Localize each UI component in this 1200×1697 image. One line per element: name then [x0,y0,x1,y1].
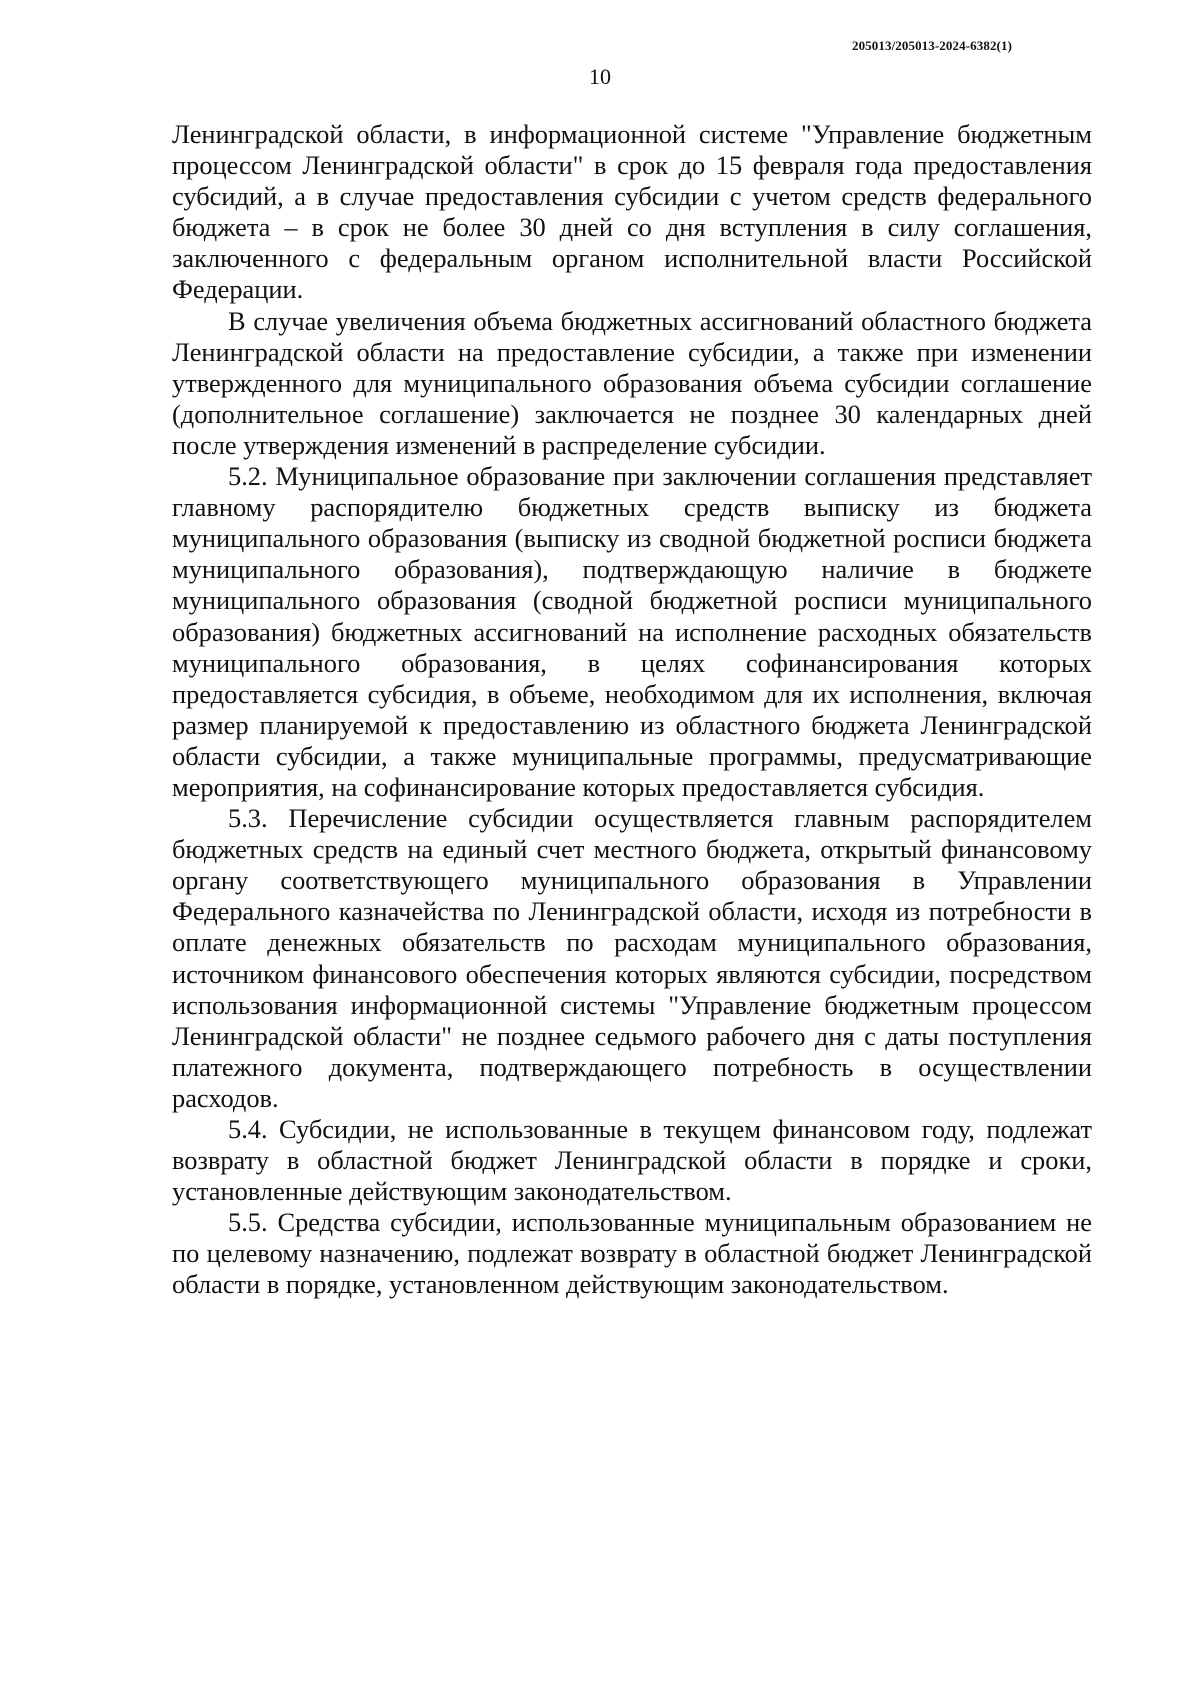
paragraph-budget-increase: В случае увеличения объема бюджетных ассигнований областного бюджета Ленинградской области на предоставление субсидии, а также при изменении утвержденного для муниципального образования объема субсидии соглашение (дополнительное соглашение) заключается не позднее 30 календарных дней после утверждения изменений в распределение субсидии. [172,305,1092,460]
paragraph-continuation: Ленинградской области, в информационной системе "Управление бюджетным процессом Ленинградской области" в срок до 15 февраля года предоставления субсидий, а в случае предоставления субсидии с учетом средств федерального бюджета – в срок не более 30 дней со дня вступления в силу соглашения, заключенного с федеральным органом исполнительной власти Российской Федерации. [172,119,1092,305]
document-registration-number: 205013/205013-2024-6382(1) [851,38,1012,53]
paragraph-5-2: 5.2. Муниципальное образование при заключении соглашения представляет главному распорядителю бюджетных средств выписку из бюджета муниципального образования (выписку из сводной бюджетной росписи бюджета муниципального образования), подтверждающую наличие в бюджете муниципального образования (сводной бюджетной росписи муниципального образования) бюджетных ассигнований на исполнение расходных обязательств муниципального образования, в целях софинансирования которых предоставляется субсидия, в объеме, необходимом для их исполнения, включая размер планируемой к предоставлению из областного бюджета Ленинградской области субсидии, а также муниципальные программы, предусматривающие мероприятия, на софинансирование которых предоставляется субсидия. [172,461,1092,802]
document-body [172,119,1092,1301]
paragraph-5-5: 5.5. Средства субсидии, использованные муниципальным образованием не по целевому назначению, подлежат возврату в областной бюджет Ленинградской области в порядке, установленном действующим законодательством. [172,1207,1092,1300]
paragraph-5-4: 5.4. Субсидии, не использованные в текущем финансовом году, подлежат возврату в областной бюджет Ленинградской области в порядке и сроки, установленные действующим законодательством. [172,1114,1092,1207]
page-number: 10 [589,64,611,89]
paragraph-5-3: 5.3. Перечисление субсидии осуществляется главным распорядителем бюджетных средств на единый счет местного бюджета, открытый финансовому органу соответствующего муниципального образования в Управлении Федерального казначейства по Ленинградской области, исходя из потребности в оплате денежных обязательств по расходам муниципального образования, источником финансового обеспечения которых являются субсидии, посредством использования информационной системы "Управление бюджетным процессом Ленинградской области" не позднее седьмого рабочего дня с даты поступления платежного документа, подтверждающего потребность в осуществлении расходов. [172,803,1092,1113]
